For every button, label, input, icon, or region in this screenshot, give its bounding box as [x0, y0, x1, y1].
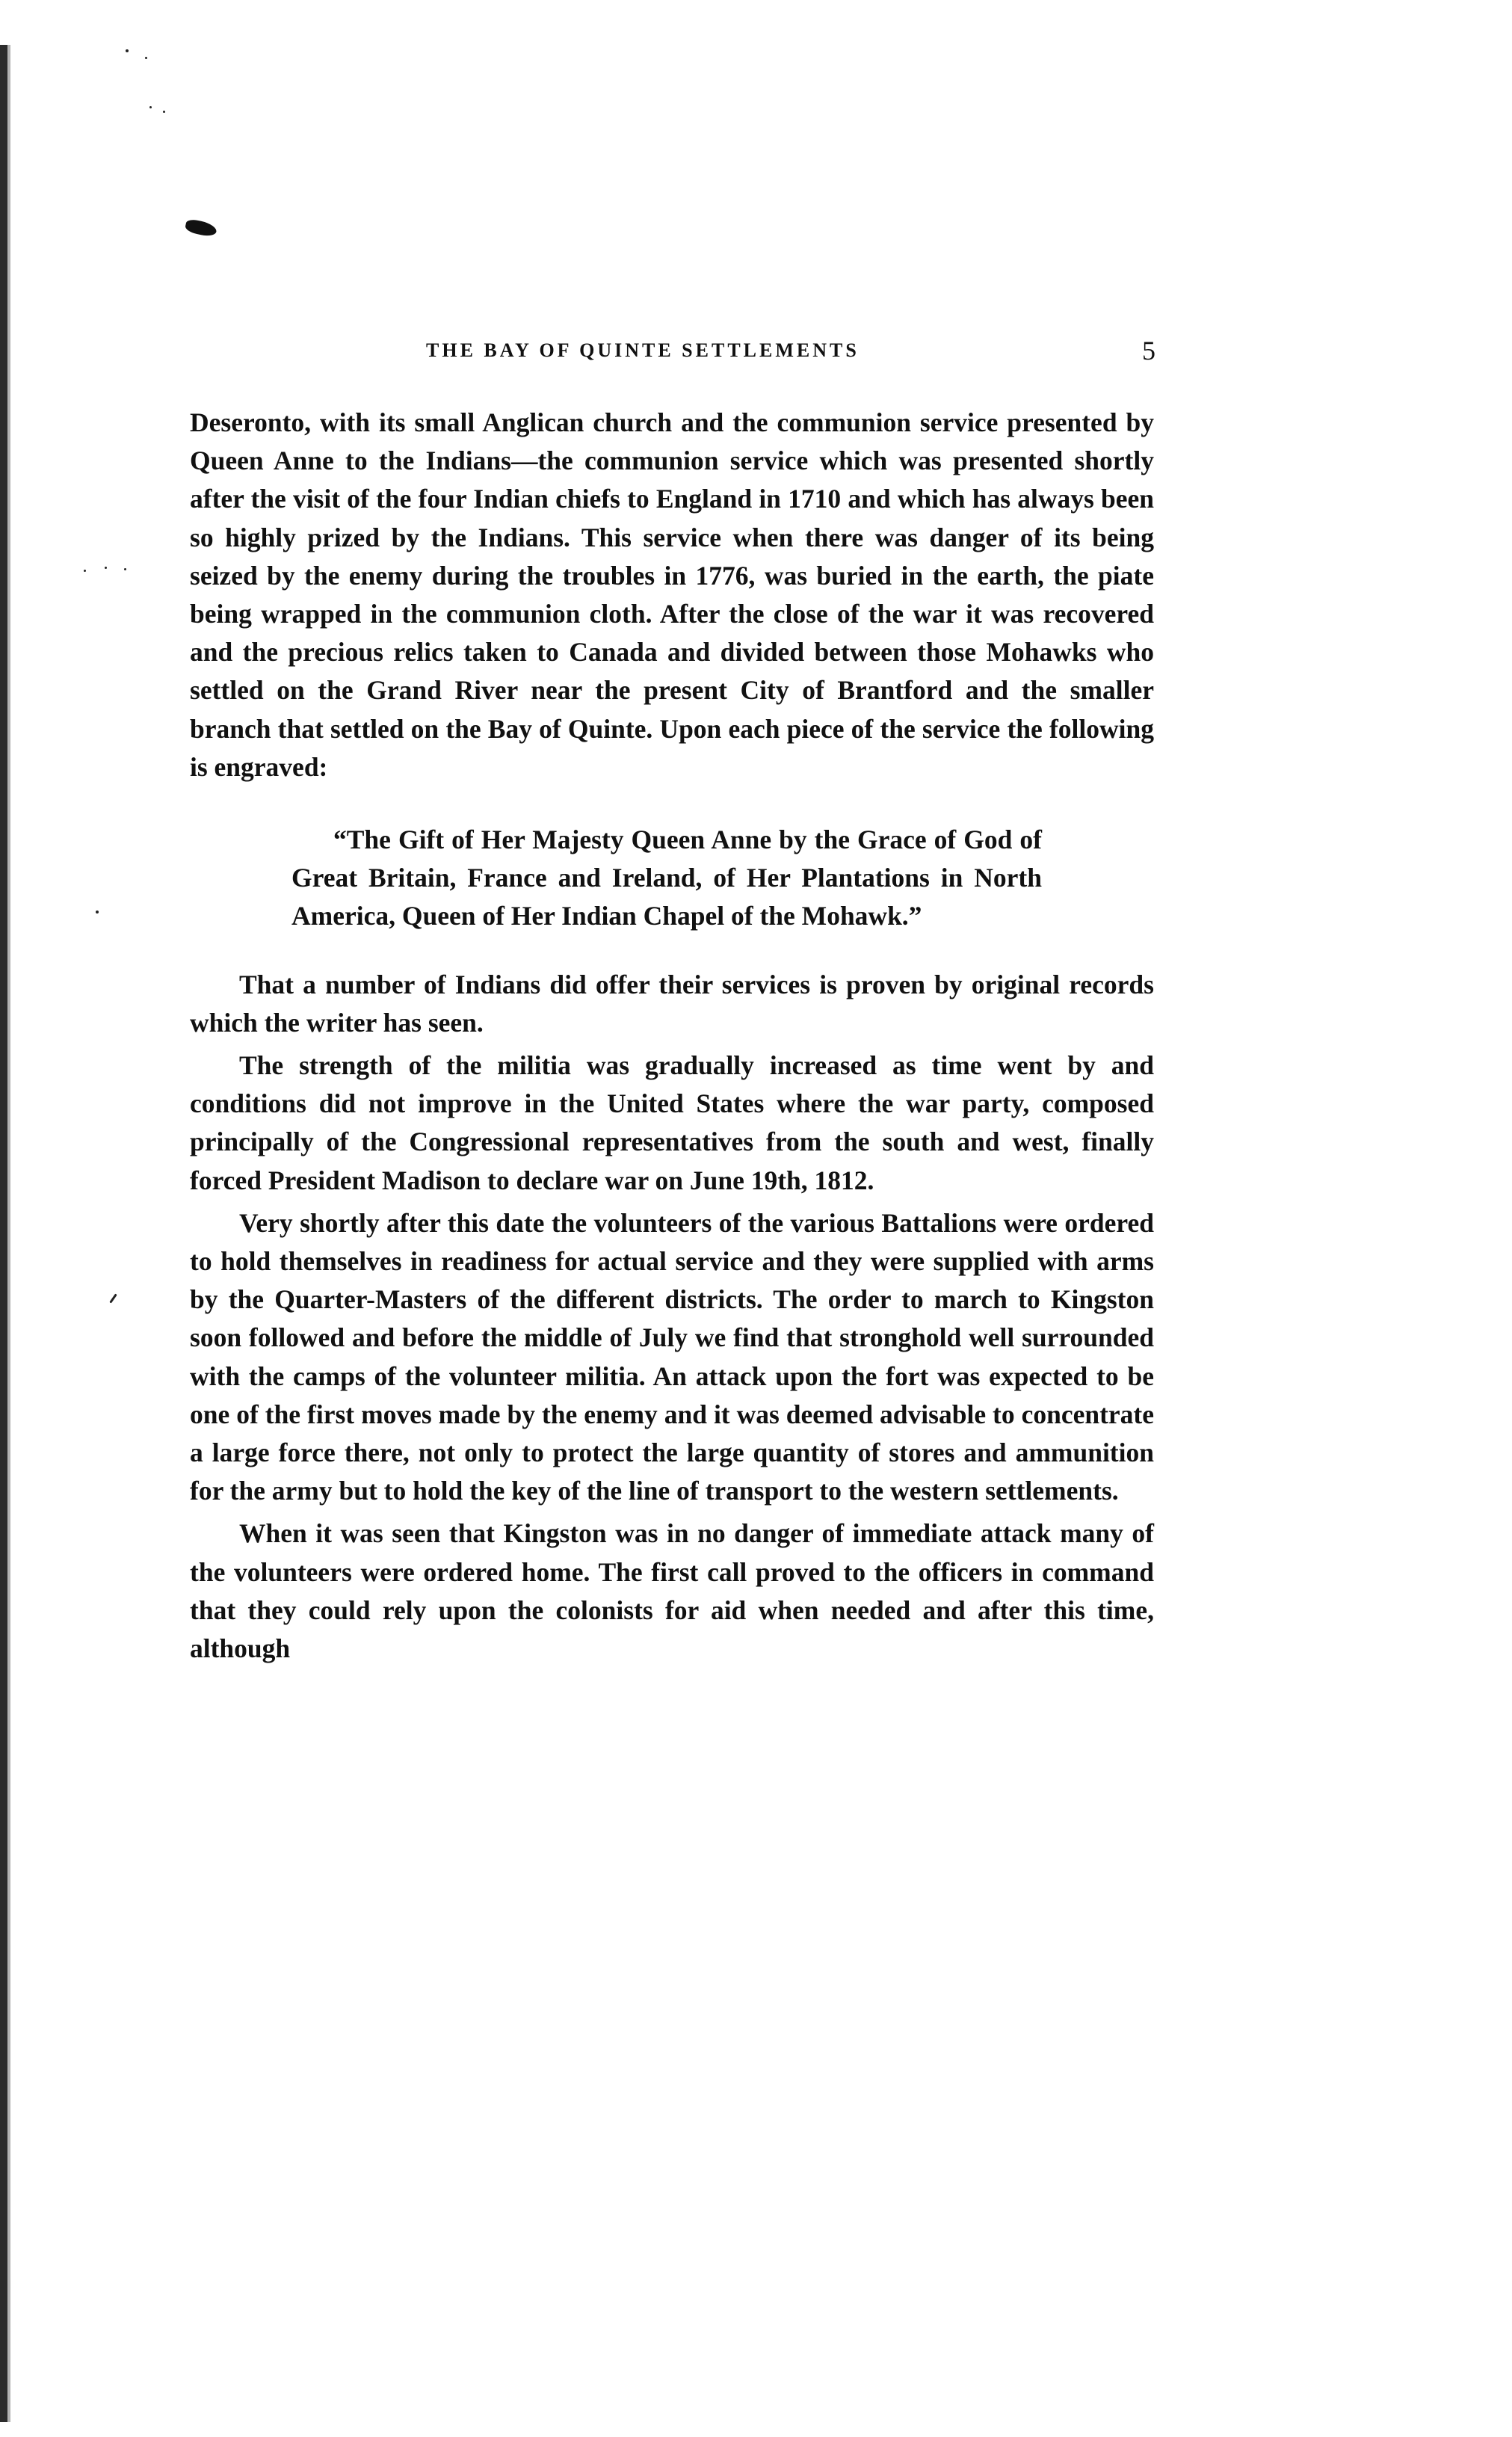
running-head: THE BAY OF QUINTE SETTLEMENTS: [426, 339, 860, 361]
speck: [105, 567, 107, 569]
speck: [145, 57, 147, 59]
speck: [84, 570, 86, 572]
speck: [96, 911, 99, 914]
paragraph: When it was seen that Kingston was in no danger of immediate attack many of the volunteers were ordered home. The first call proved to the officers in command that they could rely upon the colonists for aid when needed and after this time, although: [190, 1518, 1154, 1664]
speck: [163, 111, 165, 113]
binding-edge: [0, 45, 7, 2422]
paragraph: The strength of the militia was gradually increased as time went by and conditions did not improve in the United States where the war party, composed principally of the Congressional representatives from the south and west, finally forced President Madison to declare war on June 19th, 1812.: [190, 1050, 1154, 1195]
speck: [149, 106, 152, 108]
body-text: [190, 404, 1154, 1668]
paragraph: Deseronto, with its small Anglican church and the communion service presented by Queen Anne to the Indians—the communion service which was presented shortly after the visit of the four Indian chiefs to England in 1710 and which has always been so highly prized by the Indians. This service when there was danger of its being seized by the enemy during the troubles in 1776, was buried in the earth, the piate being wrapped in the communion cloth. After the close of the war it was recovered and the precious relics taken to Canada and divided between those Mohawks who settled on the Grand River near the present City of Brantford and the smaller branch that settled on the Bay of Quinte. Upon each piece of the service the following is engraved:: [190, 407, 1154, 782]
page-number: 5: [1142, 336, 1155, 366]
paragraph: That a number of Indians did offer their services is proven by original records which the writer has seen.: [190, 969, 1154, 1038]
page-header: [202, 335, 1155, 372]
block-quote: “The Gift of Her Majesty Queen Anne by the Grace of God of Great Britain, France and Ireland, of Her Plantations in North America, Queen of Her Indian Chapel of the Mohawk.”: [291, 825, 1042, 931]
ink-blot: [185, 218, 218, 238]
binding-shadow: [7, 45, 10, 2422]
speck: [109, 1293, 117, 1303]
speck: [126, 49, 129, 52]
paragraph: Very shortly after this date the volunteers of the various Battalions were ordered to hold themselves in readiness for actual service and they were supplied with arms by the Quarter-Masters of the different districts. The order to march to Kingston soon followed and before the middle of July we find that stronghold well surrounded with the camps of the volunteer militia. An attack upon the fort was expected to be one of the first moves made by the enemy and it was deemed advisable to concentrate a large force there, not only to protect the large quantity of stores and ammunition for the army but to hold the key of the line of transport to the western settlements.: [190, 1207, 1154, 1506]
speck: [124, 568, 126, 570]
